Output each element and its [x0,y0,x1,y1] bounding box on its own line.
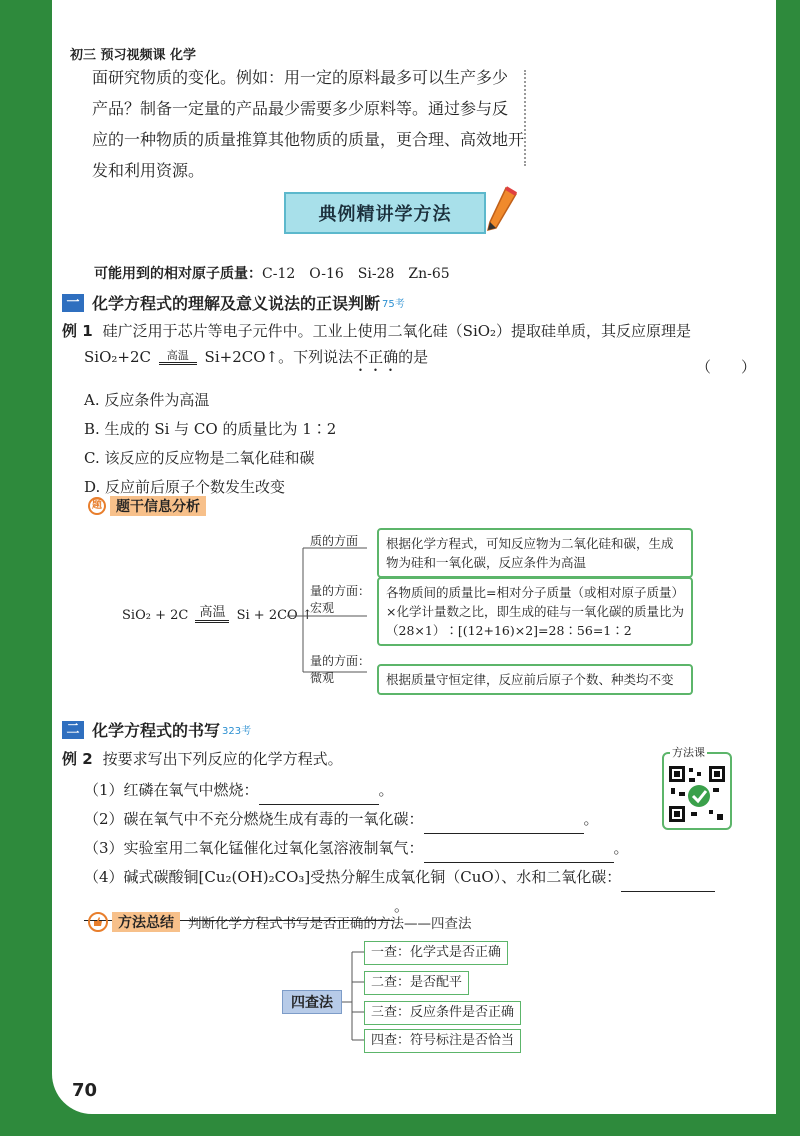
item-1-text: （1）红磷在氧气中燃烧： [84,781,259,799]
eq-condition: 高温 [166,348,189,362]
example1-stem [62,320,691,341]
section2-text: 化学方程式的书写 [92,721,221,740]
analysis-heading [88,496,206,516]
section2-number: 二 [62,721,84,739]
end-mark: 。 [583,810,599,828]
branch1-box: 根据化学方程式，可知反应物为二氧化硅和碳，生成物为硅和一氧化碳，反应条件为高温 [377,528,693,578]
question-post: 的是 [398,348,429,366]
example2-text: 按要求写出下列反应的化学方程式。 [102,750,343,768]
check-item-1: 一查：化学式是否正确 [364,941,508,965]
check-item-4: 四查：符号标注是否恰当 [364,1029,521,1053]
option-a: A. 反应条件为高温 [84,391,210,409]
item-2 [84,805,715,834]
atomic-mass-label: 可能用到的相对原子质量： [94,266,262,282]
question-emphasis: 不正确 [353,348,399,366]
end-mark: 。 [378,781,394,799]
example1-options [84,386,336,502]
qr-code-box[interactable] [662,746,732,830]
eq-arrow [159,350,197,367]
item-4-text: （4）碱式碳酸铜[Cu₂(OH)₂CO₃]受热分解生成氧化铜（CuO）、水和二氧化碳： [84,868,622,886]
eq-right: Si+2CO↑ [204,348,279,366]
eq-left: SiO₂+2C [84,348,151,366]
four-check-main: 四查法 [282,990,342,1014]
item-3 [84,834,715,863]
example1-equation-line [84,346,756,376]
diagram-eq-left: SiO₂ + 2C [122,608,189,623]
intro-divider [524,70,526,166]
answer-blank[interactable] [424,818,584,834]
section2-frequency: 323考 [222,726,252,737]
check-item-3: 三查：反应条件是否正确 [364,1001,521,1025]
analysis-tag: 题干信息分析 [110,496,206,516]
four-check-connectors [342,948,364,1048]
diagram-eq-condition: 高温 [199,605,226,620]
page-number: 70 [72,1080,98,1101]
analysis-icon: 题 [88,497,106,515]
diagram-equation [122,606,313,625]
answer-blank[interactable] [621,876,715,892]
option-b: B. 生成的 Si 与 CO 的质量比为 1∶2 [84,420,337,438]
branch3-box: 根据质量守恒定律，反应前后原子个数、种类均不变 [377,664,693,695]
intro-paragraph [92,62,524,186]
intro-line: 产品？制备一定量的产品最少需要多少原料等。通过参与反 [92,99,509,118]
page-header: 初三 预习视频课 化学 [70,48,197,63]
answer-paren: （ ） [695,358,756,376]
atomic-mass-values: C-12 O-16 Si-28 Zn-65 [262,266,450,282]
item-4 [84,863,715,892]
method-tag: 方法总结 [112,912,180,932]
item-2-text: （2）碳在氧气中不充分燃烧生成有毒的一氧化碳： [84,810,424,828]
section-banner: 典例精讲学方法 [284,192,486,234]
option-c: C. 该反应的反应物是二氧化硅和碳 [84,449,315,467]
branch3-label: 量的方面：微观 [310,654,371,685]
question-pre: 。下列说法 [278,348,354,366]
item-1 [84,776,715,805]
diagram-eq-right: Si + 2CO ↑ [236,608,313,623]
end-mark: 。 [613,839,629,857]
section1-title [62,291,405,314]
option-d: D. 反应前后原子个数发生改变 [84,478,286,496]
example2-label: 例 2 [62,750,93,768]
end-mark: 。 [394,897,410,915]
answer-blank[interactable] [424,847,614,863]
section1-text: 化学方程式的理解及意义说法的正误判断 [92,294,381,313]
check-item-2: 二查：是否配平 [364,971,469,995]
intro-line: 应的一种物质的质量推算其他物质的质量，更合理、高效地开 [92,130,525,149]
qr-code-icon [669,766,725,822]
intro-line: 发和利用资源。 [92,161,205,180]
example1-text: 硅广泛用于芯片等电子元件中。工业上使用二氧化硅（SiO₂）提取硅单质，其反应原理是 [102,322,692,340]
example1-label: 例 1 [62,322,93,340]
page [52,0,776,1114]
answer-blank[interactable] [259,789,379,805]
example2-items [84,776,715,921]
section1-number: 一 [62,294,84,312]
pencil-icon [484,186,518,234]
branch1-label: 质的方面 [310,534,359,548]
section1-frequency: 75考 [382,299,405,310]
method-title: 判断化学方程式书写是否正确的方法——四查法 [188,916,472,932]
intro-line: 面研究物质的变化。例如：用一定的原料最多可以生产多少 [92,68,509,87]
example2-stem [62,748,343,769]
thumbs-up-icon [88,912,108,932]
qr-label: 方法课 [672,746,705,759]
branch2-box: 各物质间的质量比=相对分子质量（或相对原子质量）×化学计量数之比，即生成的硅与一氧化碳的质量比为（28×1）∶[(12+16)×2]=28∶56=1∶2 [377,577,693,646]
atomic-mass-line [94,263,450,283]
diagram-eq-arrow [195,606,229,625]
item-3-text: （3）实验室用二氧化锰催化过氧化氢溶液制氧气： [84,839,424,857]
method-heading [88,912,472,932]
section2-title [62,718,251,741]
branch2-label: 量的方面：宏观 [310,584,371,615]
